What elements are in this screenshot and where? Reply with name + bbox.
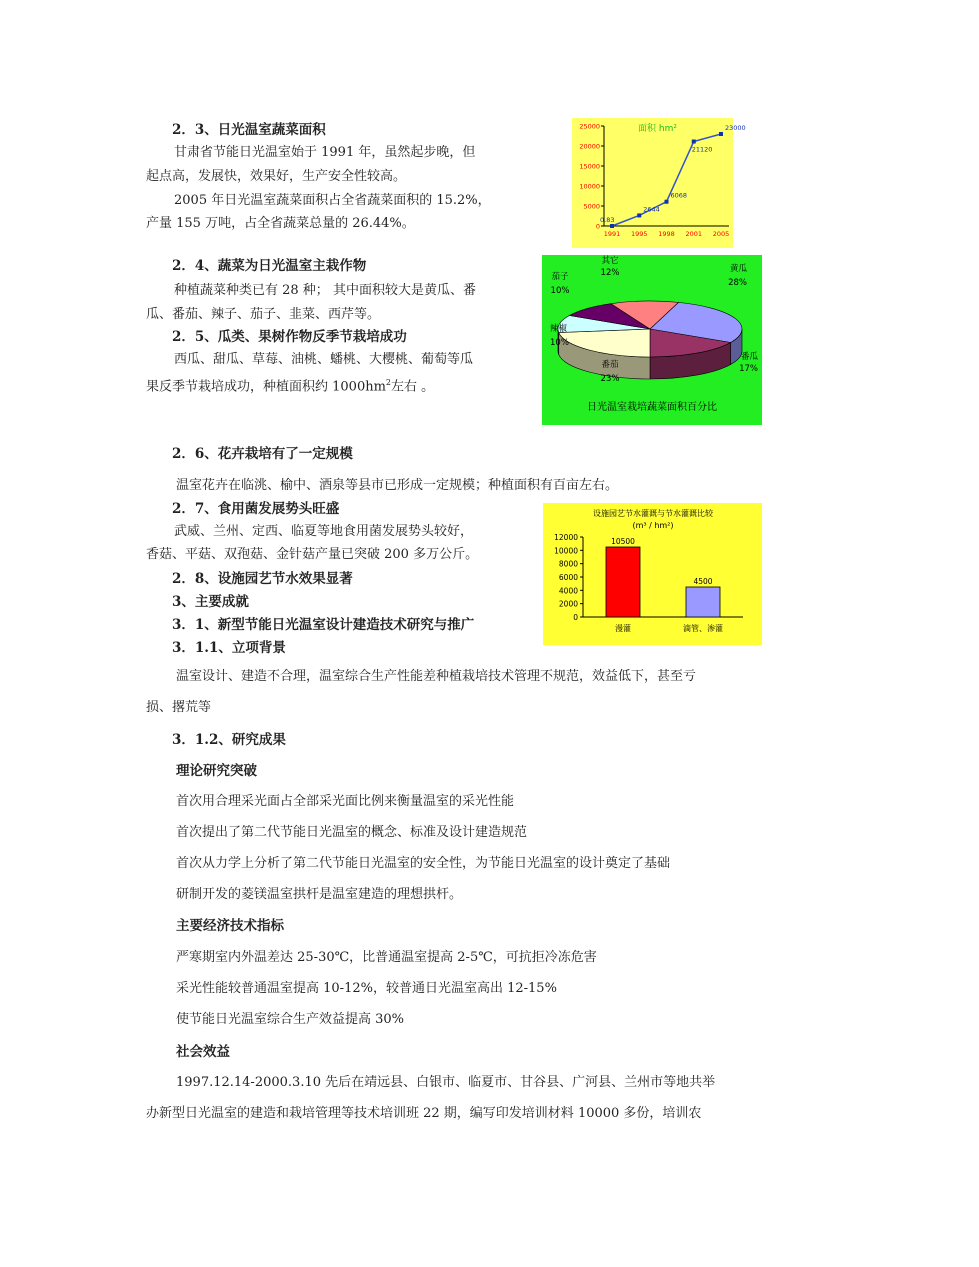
slice-label: 黄瓜 [729, 264, 747, 274]
line-chart-svg [572, 118, 746, 248]
paragraph-line: 甘肃省节能日光温室始于 1991 年，虽然起步晚，但 [174, 145, 476, 160]
data-point [692, 140, 696, 144]
data-label: 0.83 [600, 215, 615, 224]
paragraph-line: 温室设计、建造不合理，温室综合生产性能差种植栽培技术管理不规范，效益低下，甚至亏 [176, 669, 697, 684]
paragraph-line: 香菇、平菇、双孢菇、金针菇产量已突破 200 多万公斤。 [146, 547, 479, 562]
heading-2-6: 2．6、花卉栽培有了一定规模 [172, 446, 353, 462]
heading-2-8: 2．8、设施园艺节水效果显著 [172, 571, 353, 587]
text-run: 左右 。 [391, 379, 435, 395]
paragraph-line: 西瓜、甜瓜、草莓、油桃、蟠桃、大樱桃、葡萄等瓜 [174, 352, 474, 367]
y-tick-label: 0 [573, 613, 578, 622]
data-label: 6068 [670, 191, 688, 200]
list-item: 严寒期室内外温差达 25-30℃，比普通温室提高 2-5℃，可抗拒冷冻危害 [176, 950, 597, 965]
paragraph-line: 武威、兰州、定西、临夏等地食用菌发展势头较好， [174, 524, 474, 539]
slice-percent: 17% [739, 364, 758, 374]
bar-value-label: 10500 [611, 537, 635, 546]
bar [606, 547, 640, 617]
heading-3-1-1: 3．1.1、立项背景 [172, 640, 286, 656]
area-line-chart [572, 118, 746, 248]
paragraph-line: 温室花卉在临洮、榆中、酒泉等县市已形成一定规模；种植面积有百亩左右。 [176, 478, 619, 493]
social-heading: 社会效益 [176, 1044, 230, 1060]
chart-title: 日光温室栽培蔬菜面积百分比 [587, 402, 717, 413]
heading-2-4: 2．4、蔬菜为日光温室主栽作物 [172, 258, 367, 274]
x-tick-label: 1991 [603, 230, 621, 238]
x-tick-label: 1998 [658, 230, 675, 238]
data-label: 23000 [725, 124, 746, 132]
x-tick-label: 2005 [712, 230, 730, 238]
data-label: 21120 [691, 145, 713, 154]
data-label: 2644 [643, 205, 660, 214]
slice-percent: 10% [550, 286, 570, 296]
heading-3-1: 3．1、新型节能日光温室设计建造技术研究与推广 [172, 617, 475, 633]
paragraph-line [146, 375, 434, 395]
slice-percent: 10% [550, 338, 569, 348]
data-point [610, 224, 614, 228]
bar [686, 587, 720, 617]
heading-2-7: 2．7、食用菌发展势头旺盛 [172, 501, 340, 517]
y-tick-label: 25000 [579, 122, 600, 131]
paragraph-line: 2005 年日光温室蔬菜面积占全省蔬菜面积的 15.2%， [174, 193, 491, 208]
paragraph-line: 办新型日光温室的建造和栽培管理等技术培训班 22 期，编写印发培训材料 10000 多份，培训农 [146, 1106, 702, 1121]
paragraph-line: 损、撂荒等 [146, 700, 212, 715]
chart-title: 面积 hm² [638, 124, 677, 134]
paragraph-line: 1997.12.14-2000.3.10 先后在靖远县、白银市、临夏市、甘谷县、广河县、兰州市等地共举 [176, 1075, 716, 1090]
theory-heading: 理论研究突破 [176, 763, 257, 779]
paragraph-line: 产量 155 万吨，占全省蔬菜总量的 26.44%。 [146, 216, 415, 231]
slice-label: 辣椒 [550, 324, 568, 334]
list-item: 使节能日光温室综合生产效益提高 30% [176, 1012, 405, 1027]
vegetable-pie-chart [542, 255, 762, 425]
slice-label: 茄子 [551, 272, 569, 282]
list-item: 首次从力学上分析了第二代节能日光温室的安全性，为节能日光温室的设计奠定了基础 [176, 856, 671, 871]
paragraph-line: 起点高，发展快，效果好，生产安全性较高。 [146, 169, 407, 184]
y-tick-label: 2000 [558, 599, 578, 609]
x-tick-label: 1995 [630, 230, 648, 238]
x-category-label: 漫灌 [615, 624, 631, 633]
pie-chart-svg [542, 255, 762, 425]
text-run: 果反季节栽培成功，种植面积约 1000hm [146, 379, 386, 395]
y-tick-label: 20000 [579, 142, 600, 151]
heading-3-1-2: 3．1.2、研究成果 [172, 732, 286, 748]
heading-2-5: 2．5、瓜类、果树作物反季节栽培成功 [172, 329, 407, 345]
y-tick-label: 8000 [558, 559, 578, 569]
paragraph-line: 种植蔬菜种类已有 28 种； 其中面积较大是黄瓜、番 [174, 283, 476, 298]
list-item: 采光性能较普通温室提高 10-12%，较普通日光温室高出 12-15% [176, 981, 557, 996]
list-item: 研制开发的菱镁温室拱杆是温室建造的理想拱杆。 [176, 887, 463, 902]
chart-unit: (m³ / hm²) [632, 521, 674, 530]
water-saving-bar-chart [543, 503, 762, 645]
chart-title: 设施园艺节水灌溉与节水灌溉比较 [593, 509, 713, 518]
y-tick-label: 10000 [554, 546, 578, 556]
heading-3: 3、主要成就 [172, 594, 249, 610]
slice-label: 番瓜 [740, 352, 758, 362]
paragraph-line: 瓜、番茄、辣子、茄子、韭菜、西芹等。 [146, 307, 381, 322]
heading-2-3: 2．3、日光温室蔬菜面积 [172, 122, 326, 138]
slice-label: 番茄 [601, 360, 619, 370]
data-point [665, 200, 669, 204]
y-tick-label: 15000 [579, 162, 600, 171]
list-item: 首次用合理采光面占全部采光面比例来衡量温室的采光性能 [176, 794, 515, 809]
data-point [719, 132, 723, 136]
slice-percent: 23% [600, 374, 620, 384]
x-tick-label: 2001 [685, 230, 703, 238]
superscript: 2 [385, 378, 392, 387]
x-category-label: 滴管、渗灌 [683, 624, 723, 633]
list-item: 首次提出了第二代节能日光温室的概念、标准及设计建造规范 [176, 825, 528, 840]
y-tick-label: 0 [595, 222, 600, 231]
y-tick-label: 5000 [583, 202, 600, 211]
y-tick-label: 10000 [579, 182, 600, 191]
slice-percent: 12% [600, 268, 620, 278]
data-point [637, 213, 641, 217]
econ-heading: 主要经济技术指标 [176, 918, 284, 934]
y-tick-label: 6000 [558, 573, 578, 582]
y-tick-label: 4000 [558, 586, 578, 596]
slice-label: 其它 [601, 256, 619, 266]
slice-percent: 28% [728, 278, 747, 288]
bar-value-label: 4500 [693, 577, 713, 586]
y-tick-label: 12000 [554, 533, 578, 542]
bar-chart-svg [543, 503, 762, 645]
